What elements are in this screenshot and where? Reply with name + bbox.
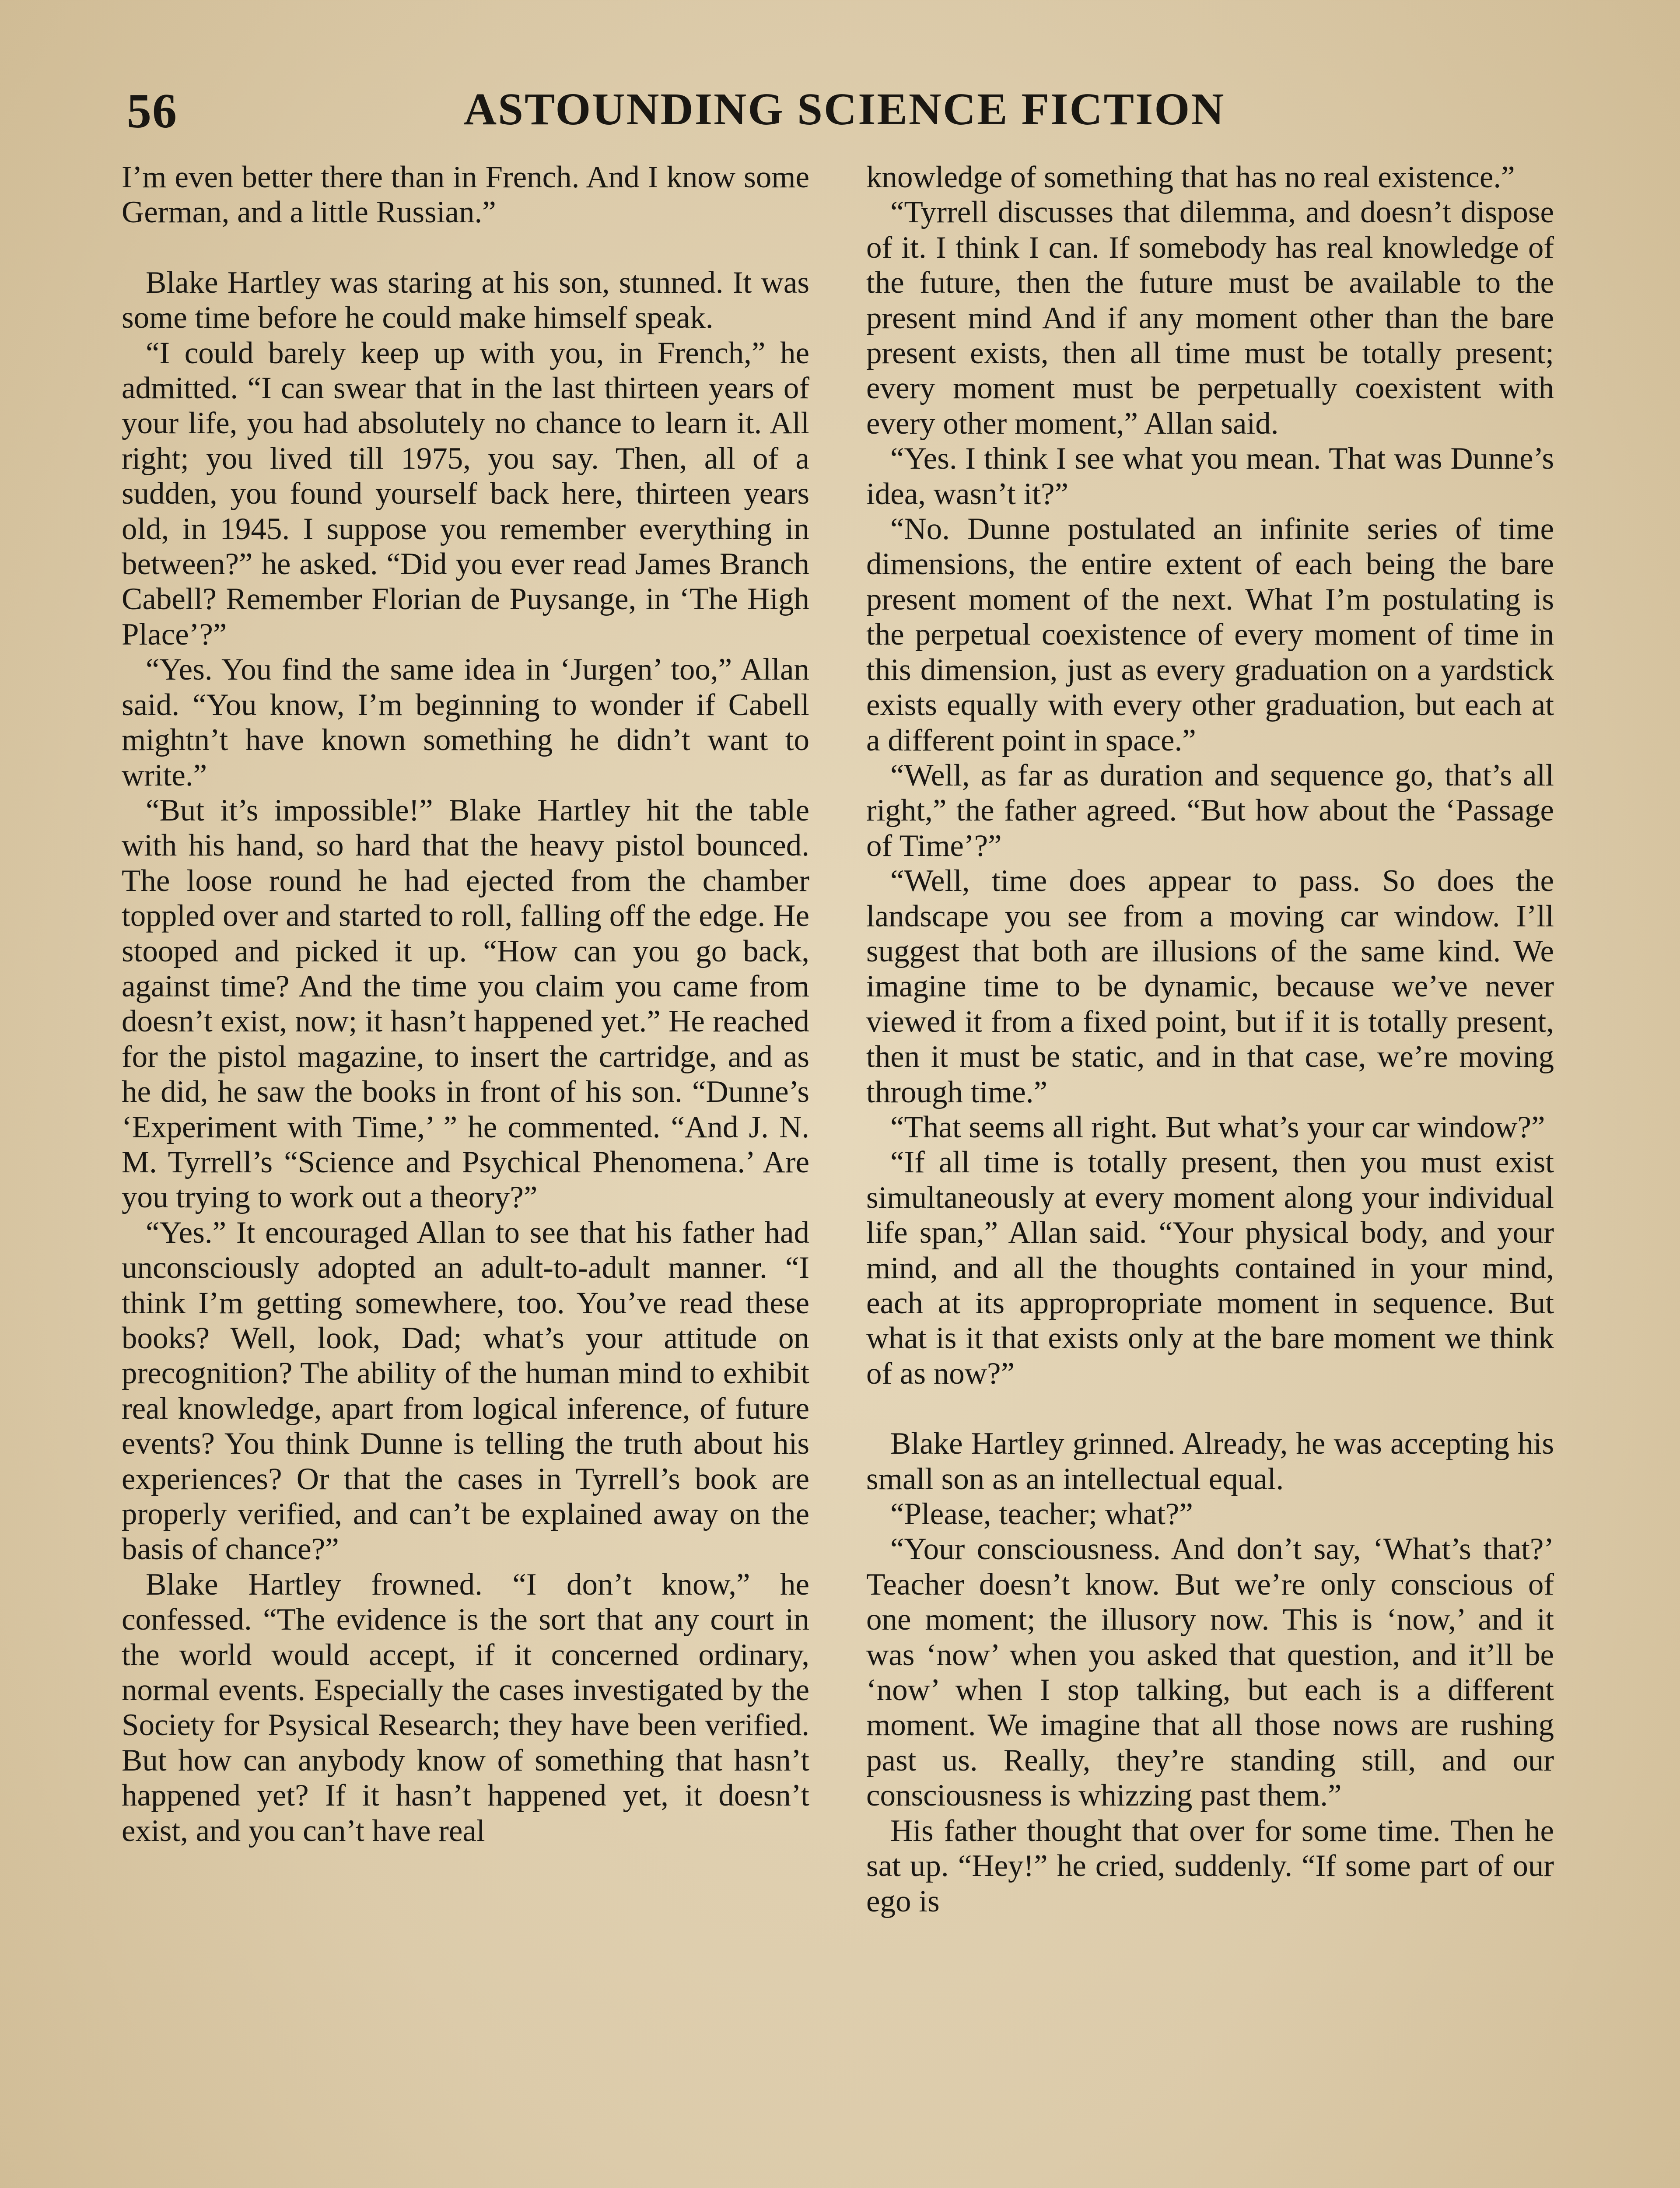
paragraph: “That seems all right. But what’s your car window?” [890, 1110, 1545, 1144]
paragraph: “No. Dunne postulated an infinite series of time dimensions, the entire extent of each being the bare present moment of the next. What I’m postulating is the perpetual coexistence of every moment of time in this dimension, just as every graduation on a yardstick exists equally with every other graduation, but each at a different point in space.” [866, 512, 1554, 757]
paragraph: “Yes.” It encouraged Allan to see that his father had unconsciously adopted an adult-to-adult manner. “I think I’m getting somewhere, too. You’ve read these books? Well, look, Dad; what’s your attitude on precognition? The ability of the human mind to exhibit real knowledge, apart from logical inference, of future events? You think Dunne is telling the truth about his experiences? Or that the cases in Tyrrell’s book are properly verified, and can’t be explained away on the basis of chance?” [122, 1215, 809, 1567]
paragraph: “Well, time does appear to pass. So does the landscape you see from a moving car window. I’ll suggest that both are illusions of the same kind. We imagine time to be dynamic, because we’ve never viewed it from a fixed point, but if it is totally present, then it must be static, and in that case, we’re moving through time.” [866, 864, 1554, 1109]
paragraph: His father thought that over for some time. Then he sat up. “Hey!” he cried, suddenly. “If some part of our ego is [866, 1813, 1554, 1918]
paragraph: I’m even better there than in French. And I know some German, and a little Russian.” [122, 160, 809, 230]
paragraph: “Well, as far as duration and sequence go, that’s all right,” the father agreed. “But how about the ‘Passage of Time’?” [866, 758, 1554, 863]
page-number: 56 [127, 84, 178, 138]
paragraph: Blake Hartley grinned. Already, he was accepting his small son as an intellectual equal. [866, 1427, 1554, 1496]
paragraph: Blake Hartley frowned. “I don’t know,” he confessed. “The evidence is the sort that any court in the world would accept, if it concerned ordinary, normal events. Especially the cases investigated by the Society for Psysical Research; they have been verified. But how can anybody know of something that hasn’t happened yet? If it hasn’t happened yet, it doesn’t exist, and you can’t have real [122, 1567, 809, 1848]
paragraph: “Tyrrell discusses that dilemma, and doesn’t dispose of it. I think I can. If somebody has real knowledge of the future, then the future must be available to the present mind And if any moment other than the bare present exists, then all time must be totally present; every moment must be perpetually coexistent with every other moment,” Allan said. [866, 195, 1554, 441]
paragraph: “Your consciousness. And don’t say, ‘What’s that?’ Teacher doesn’t know. But we’re only conscious of one moment; the illusory now. This is ‘now,’ and it was ‘now’ when you asked that question, and it’ll be ‘now’ when I stop talking, but each is a different moment. We imagine that all those nows are rushing past us. Really, they’re standing still, and our consciousness is whizzing past them.” [866, 1532, 1554, 1813]
paragraph: knowledge of something that has no real existence.” [866, 160, 1515, 194]
left-text-column [122, 160, 809, 1848]
running-title: ASTOUNDING SCIENCE FICTION [464, 84, 1225, 134]
paragraph: “If all time is totally present, then you must exist simultaneously at every moment along your individual life span,” Allan said. “Your physical body, and your mind, and all the thoughts contained in your mind, each at its appropropriate moment in sequence. But what is it that exists only at the bare moment we think of as now?” [866, 1145, 1554, 1391]
page-header [127, 83, 1571, 149]
paragraph: “Please, teacher; what?” [890, 1497, 1193, 1532]
right-text-column [866, 160, 1554, 1919]
paragraph: “I could barely keep up with you, in French,” he admitted. “I can swear that in the last thirteen years of your life, you had absolutely no chance to learn it. All right; you lived till 1975, you say. Then, all of a sudden, you found yourself back here, thirteen years old, in 1945. I suppose you remember everything in between?” he asked. “Did you ever read James Branch Cabell? Remember Florian de Puysange, in ‘The High Place’?” [122, 336, 809, 652]
paragraph: “But it’s impossible!” Blake Hartley hit the table with his hand, so hard that the heavy pistol bounced. The loose round he had ejected from the chamber toppled over and started to roll, falling off the edge. He stooped and picked it up. “How can you go back, against time? And the time you claim you came from doesn’t exist, now; it hasn’t happened yet.” He reached for the pistol magazine, to insert the cartridge, and as he did, he saw the books in front of his son. “Dunne’s ‘Experiment with Time,’ ” he commented. “And J. N. M. Tyrrell’s “Science and Psychical Phenomena.’ Are you trying to work out a theory?” [122, 793, 809, 1215]
paragraph: “Yes. I think I see what you mean. That was Dunne’s idea, wasn’t it?” [866, 442, 1554, 511]
paragraph: Blake Hartley was staring at his son, stunned. It was some time before he could make himself speak. [122, 265, 809, 335]
paragraph: “Yes. You find the same idea in ‘Jurgen’ too,” Allan said. “You know, I’m beginning to wonder if Cabell mightn’t have known something he didn’t want to write.” [122, 652, 809, 792]
